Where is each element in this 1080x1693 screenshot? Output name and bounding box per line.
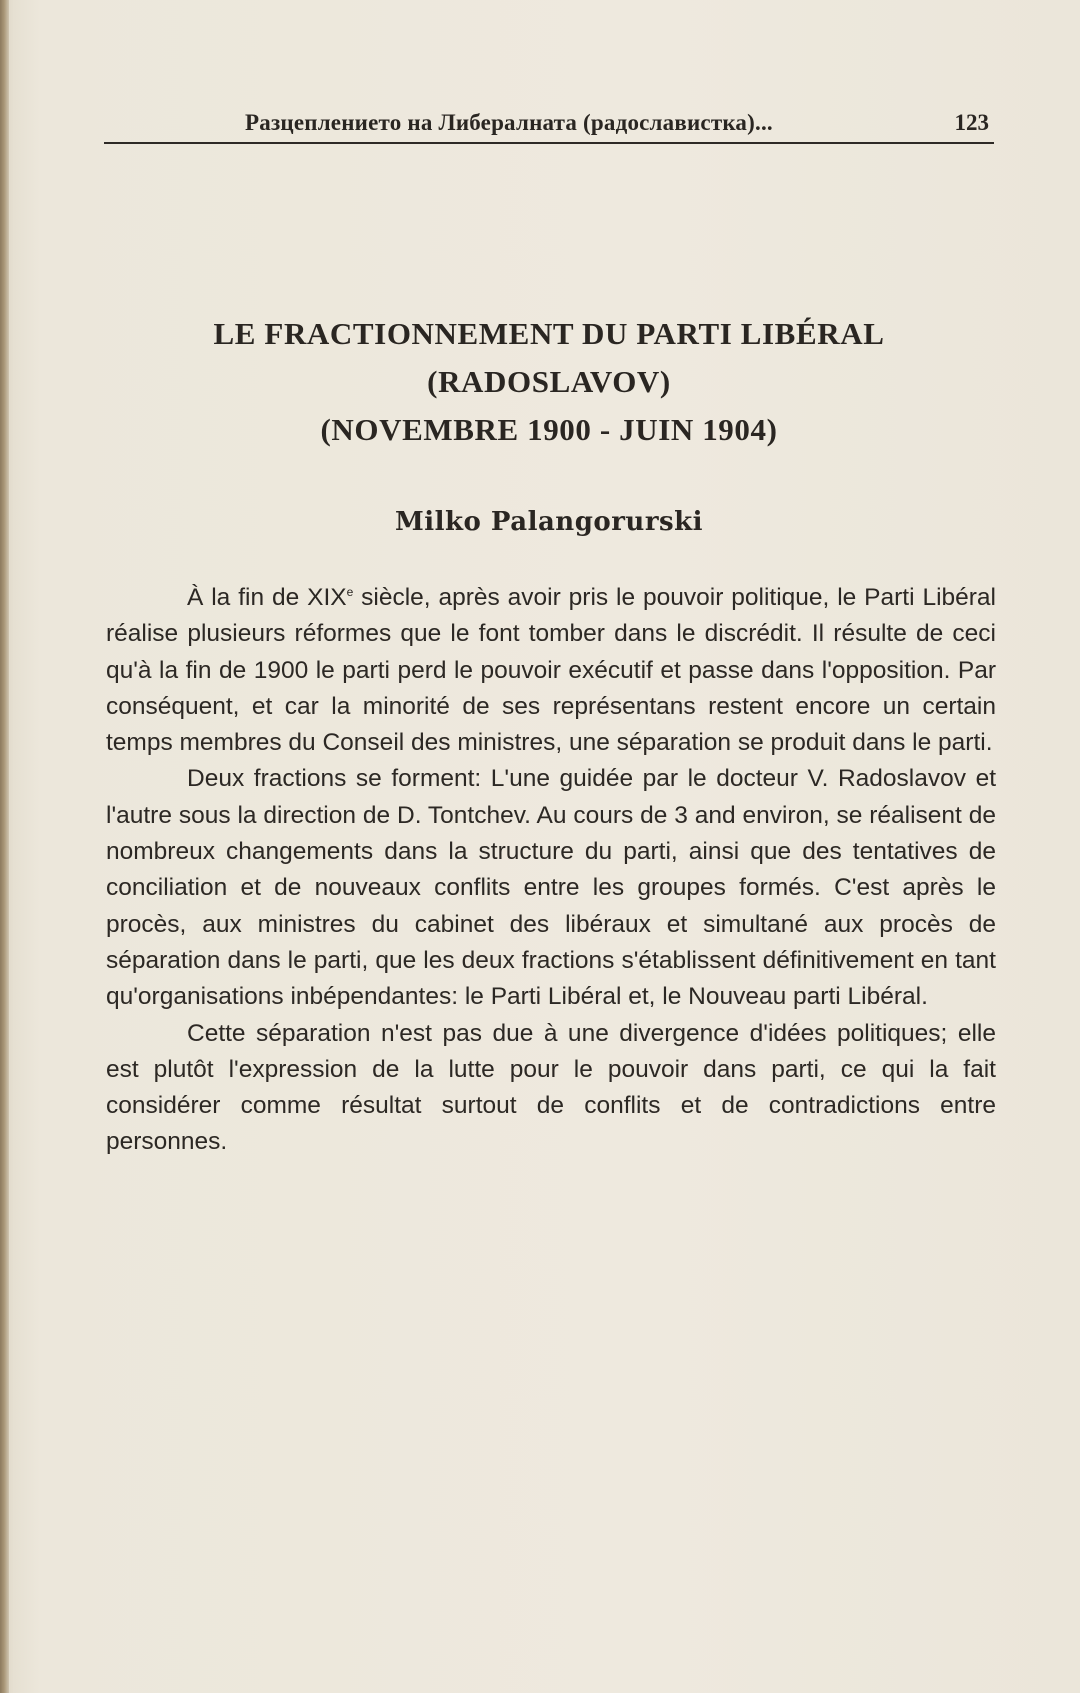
paragraph-1 — [106, 580, 996, 761]
article-body — [106, 580, 996, 1161]
paragraph-1-start: À la fin de XIX — [187, 584, 347, 611]
paragraph-3: Cette séparation n'est pas due à une divergence d'idées politiques; elle est plutôt l'expression de la lutte pour le pouvoir dans parti, ce qui la fait considérer comme résultat surtout de conflits et de contradictions entre personnes. — [106, 1019, 996, 1156]
paragraph-1-rest: siècle, après avoir pris le pouvoir politique, le Parti Libéral réalise plusieurs réformes que le font tomber dans le discrédit. Il résulte de ceci qu'à la fin de 1900 le parti perd le pouvoir exécutif et passe dans l'opposition. Par conséquent, et car la minorité de ses représentans restent encore un certain temps membres du Conseil des ministres, une séparation se produit dans le parti. — [106, 584, 996, 757]
title-line-1: LE FRACTIONNEMENT DU PARTI LIBÉRAL — [213, 316, 885, 351]
book-spine-shadow — [0, 0, 9, 1693]
paragraph-2: Deux fractions se forment: L'une guidée par le docteur V. Radoslavov et l'autre sous la direction de D. Tontchev. Au cours de 3 and environ, se réalisent de nombreux changements dans la structure du parti, ainsi que des tentatives de conciliation et de nouveaux conflits entre les groupes formés. C'est après le procès, aux ministres du cabinet des libéraux et simultané aux procès de séparation dans le parti, que les deux fractions s'établissent définitivement en tant qu'organisations inbépendantes: le Parti Libéral et, le Nouveau parti Libéral. — [106, 765, 996, 1011]
title-line-3: (NOVEMBRE 1900 - JUIN 1904) — [320, 412, 778, 447]
article-title — [104, 310, 994, 454]
century-superscript: e — [346, 584, 354, 599]
running-title: Разцеплението на Либералната (радославистка)... — [245, 110, 773, 135]
running-header — [104, 100, 994, 144]
title-line-2: (RADOSLAVOV) — [427, 364, 671, 399]
page-number: 123 — [954, 110, 989, 135]
article-author: Milko Palangorurski — [394, 507, 704, 537]
